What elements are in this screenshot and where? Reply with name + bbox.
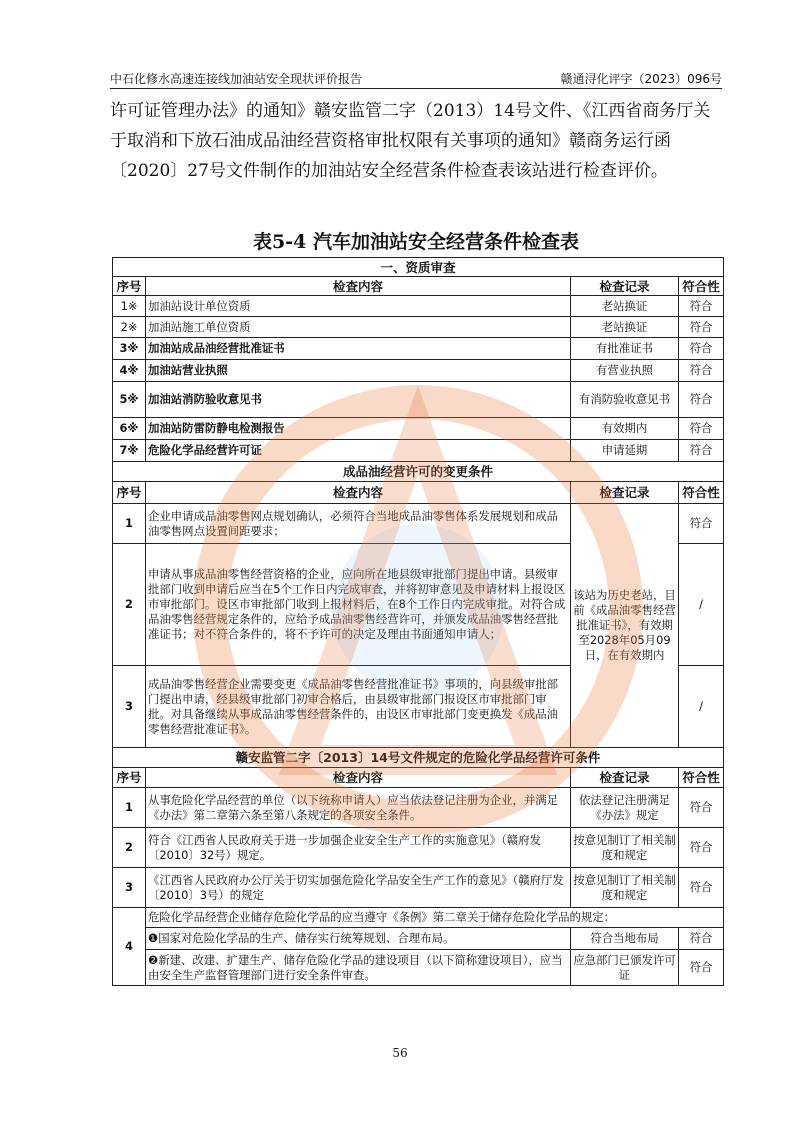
table-row — [113, 504, 724, 544]
header-result: 符合性 — [679, 277, 724, 296]
header-result: 符合性 — [679, 768, 724, 788]
header-record: 检查记录 — [571, 768, 679, 788]
header-seq: 序号 — [113, 277, 146, 296]
cell-record: 有消防验收意见书 — [571, 382, 679, 418]
section-title: 一、资质审查 — [113, 258, 724, 277]
cell-record: 有批准证书 — [571, 338, 679, 360]
section-title: 赣安监管二字〔2013〕14号文件规定的危险化学品经营许可条件 — [113, 748, 724, 768]
header-document-number: 赣通浔化评字（2023）096号 — [560, 72, 722, 86]
table-row — [113, 868, 724, 908]
header-content: 检查内容 — [146, 482, 571, 504]
cell-result: / — [679, 666, 724, 748]
cell-record: 有营业执照 — [571, 360, 679, 382]
cell-content: 申请从事成品油零售经营资格的企业，应向所在地县级审批部门提出申请。县级审批部门收到申请后应当在5个工作日内完成审查，并将初审意见及申请材料上报设区市审批部门。设区市审批部门收到上报材料后，在8个工作日内完成审批。对符合成品油零售经营规定条件的，应给予成品油零售经营许可，并颁发成品油零售经营批准证书；对不符合条件的，将不予许可的决定及理由书面通知申请人； — [146, 544, 571, 666]
header-content: 检查内容 — [146, 277, 571, 296]
cell-seq: 5※ — [113, 382, 146, 418]
cell-seq: 1 — [113, 788, 146, 828]
header-seq: 序号 — [113, 482, 146, 504]
cell-content: 加油站设计单位资质 — [146, 296, 571, 317]
cell-result: 符合 — [679, 788, 724, 828]
cell-content-intro: 危险化学品经营企业储存危险化学品的应当遵守《条例》第二章关于储存危险化学品的规定： — [146, 908, 724, 928]
table-row — [113, 440, 724, 462]
cell-result: 符合 — [679, 950, 724, 986]
cell-record: 按意见制订了相关制度和规定 — [571, 828, 679, 868]
table-subrow — [113, 928, 724, 950]
table-row — [113, 338, 724, 360]
table-row — [113, 418, 724, 440]
header-record: 检查记录 — [571, 482, 679, 504]
table-row — [113, 382, 724, 418]
page-number: 56 — [392, 1046, 408, 1060]
table-row — [113, 317, 724, 338]
cell-record: 符合当地布局 — [571, 928, 679, 950]
table-caption: 表5-4 汽车加油站安全经营条件检查表 — [253, 231, 579, 253]
table-row — [113, 788, 724, 828]
cell-result: 符合 — [679, 317, 724, 338]
cell-content: 危险化学品经营许可证 — [146, 440, 571, 462]
cell-content: 加油站成品油经营批准证书 — [146, 338, 571, 360]
page-header — [110, 66, 722, 89]
table-row — [113, 908, 724, 928]
table-header-row — [113, 482, 724, 504]
cell-record: 依法登记注册满足《办法》规定 — [571, 788, 679, 828]
table-row — [113, 296, 724, 317]
cell-seq: 3 — [113, 868, 146, 908]
cell-content: 从事危险化学品经营的单位（以下统称申请人）应当依法登记注册为企业，并满足《办法》第二章第六条至第八条规定的各项安全条件。 — [146, 788, 571, 828]
cell-seq: 2 — [113, 828, 146, 868]
cell-result: 符合 — [679, 382, 724, 418]
cell-content: 加油站施工单位资质 — [146, 317, 571, 338]
cell-result: 符合 — [679, 868, 724, 908]
cell-content: 成品油零售经营企业需要变更《成品油零售经营批准证书》事项的，向县级审批部门提出申请，经县级审批部门初审合格后，由县级审批部门报设区市审批部门审批。对具备继续从事成品油零售经营条件的，由设区市审批部门变更换发《成品油零售经营批准证书》。 — [146, 666, 571, 748]
cell-result: 符合 — [679, 296, 724, 317]
cell-content: 《江西省人民政府办公厅关于切实加强危险化学品安全生产工作的意见》（赣府厅发〔2010〕3号）的规定 — [146, 868, 571, 908]
table-header-row — [113, 277, 724, 296]
table-header-row — [113, 768, 724, 788]
cell-content: 加油站消防验收意见书 — [146, 382, 571, 418]
cell-content: 符合《江西省人民政府关于进一步加强企业安全生产工作的实施意见》（赣府发〔2010〕32号）规定。 — [146, 828, 571, 868]
table-row — [113, 828, 724, 868]
cell-content: ❷新建、改建、扩建生产、储存危险化学品的建设项目（以下简称建设项目），应当由安全生产监督管理部门进行安全条件审查。 — [146, 950, 571, 986]
intro-paragraph: 许可证管理办法》的通知》赣安监管二字（2013）14号文件、《江西省商务厅关于取消和下放石油成品油经营资格审批权限有关事项的通知》赣商务运行函〔2020〕27号文件制作的加油站安全经营条件检查表该站进行检查评价。 — [110, 101, 711, 181]
cell-content: ❶国家对危险化学品的生产、储存实行统筹规划、合理布局。 — [146, 928, 571, 950]
cell-seq: 2 — [113, 544, 146, 666]
cell-result: 符合 — [679, 928, 724, 950]
cell-seq: 7※ — [113, 440, 146, 462]
cell-record: 老站换证 — [571, 296, 679, 317]
cell-result: / — [679, 544, 724, 666]
safety-checklist-table — [112, 257, 724, 986]
cell-record: 有效期内 — [571, 418, 679, 440]
header-report-title: 中石化修水高速连接线加油站安全现状评价报告 — [110, 72, 363, 86]
header-record: 检查记录 — [571, 277, 679, 296]
cell-result: 符合 — [679, 828, 724, 868]
cell-seq: 3※ — [113, 338, 146, 360]
table-row — [113, 360, 724, 382]
cell-result: 符合 — [679, 504, 724, 544]
cell-content: 加油站营业执照 — [146, 360, 571, 382]
cell-record: 老站换证 — [571, 317, 679, 338]
cell-seq: 6※ — [113, 418, 146, 440]
cell-result: 符合 — [679, 440, 724, 462]
cell-result: 符合 — [679, 338, 724, 360]
cell-record: 申请延期 — [571, 440, 679, 462]
cell-record: 应急部门已颁发许可证 — [571, 950, 679, 986]
section-title: 成品油经营许可的变更条件 — [113, 462, 724, 482]
header-result: 符合性 — [679, 482, 724, 504]
cell-result: 符合 — [679, 360, 724, 382]
cell-record-merged: 该站为历史老站，目前《成品油零售经营批准证书》，有效期至2028年05月09日，在有效期内 — [571, 504, 679, 748]
cell-seq: 3 — [113, 666, 146, 748]
header-content: 检查内容 — [146, 768, 571, 788]
header-seq: 序号 — [113, 768, 146, 788]
cell-seq: 1 — [113, 504, 146, 544]
cell-content: 企业申请成品油零售网点规划确认，必须符合当地成品油零售体系发展规划和成品油零售网点设置间距要求； — [146, 504, 571, 544]
cell-content: 加油站防雷防静电检测报告 — [146, 418, 571, 440]
cell-result: 符合 — [679, 418, 724, 440]
cell-record: 按意见制订了相关制度和规定 — [571, 868, 679, 908]
cell-seq: 4※ — [113, 360, 146, 382]
cell-seq: 4 — [113, 908, 146, 986]
cell-seq: 1※ — [113, 296, 146, 317]
table-subrow — [113, 950, 724, 986]
cell-seq: 2※ — [113, 317, 146, 338]
